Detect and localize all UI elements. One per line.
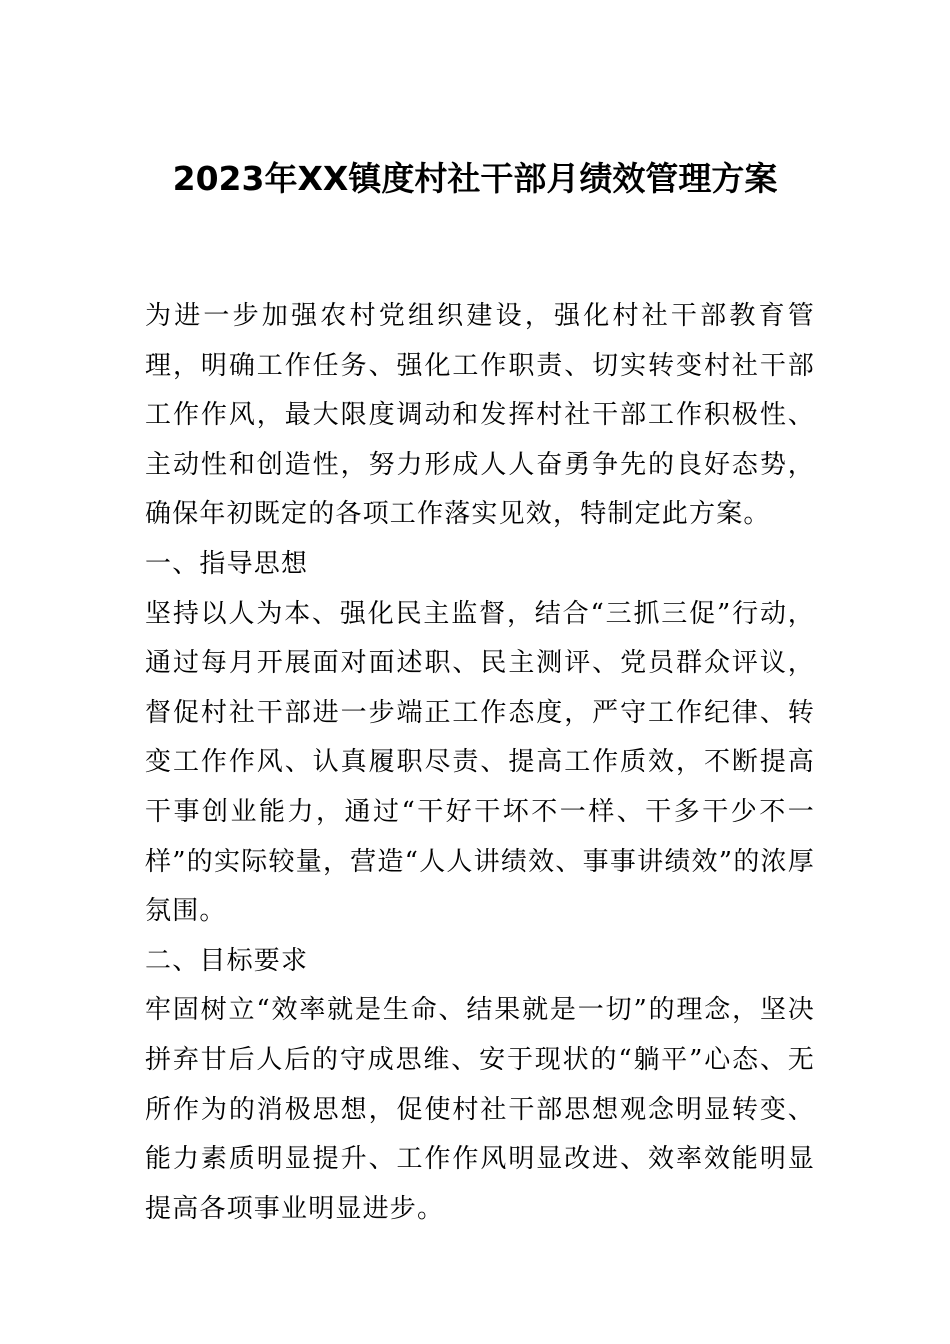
section-body-goals: 牢固树立“效率就是生命、结果就是一切”的理念，坚决拼弃甘后人后的守成思维、安于现状的“躺平”心态、无所作为的消极思想，促使村社干部思想观念明显转变、能力素质明显提升、工作作风明显改进、效率效能明显提高各项事业明显进步。 (145, 995, 815, 1224)
document-body (145, 292, 815, 1234)
section-body-guiding-ideology: 坚持以人为本、强化民主监督，结合“三抓三促”行动，通过每月开展面对面述职、民主测评、党员群众评议，督促村社干部进一步端正工作态度，严守工作纪律、转变工作作风、认真履职尽责、提高工作质效，不断提高干事创业能力，通过“干好干坏不一样、干多干少不一样”的实际较量，营造“人人讲绩效、事事讲绩效”的浓厚氛围。 (145, 598, 815, 927)
section-heading-goals: 二、目标要求 (145, 945, 309, 976)
document-title: 2023年XX镇度村社干部月绩效管理方案 (172, 159, 778, 198)
intro-paragraph: 为进一步加强农村党组织建设，强化村社干部教育管理，明确工作任务、强化工作职责、切实转变村社干部工作作风，最大限度调动和发挥村社干部工作积极性、主动性和创造性，努力形成人人奋勇争先的良好态势，确保年初既定的各项工作落实见效，特制定此方案。 (145, 301, 815, 530)
section-heading-guiding-ideology: 一、指导思想 (145, 548, 309, 579)
